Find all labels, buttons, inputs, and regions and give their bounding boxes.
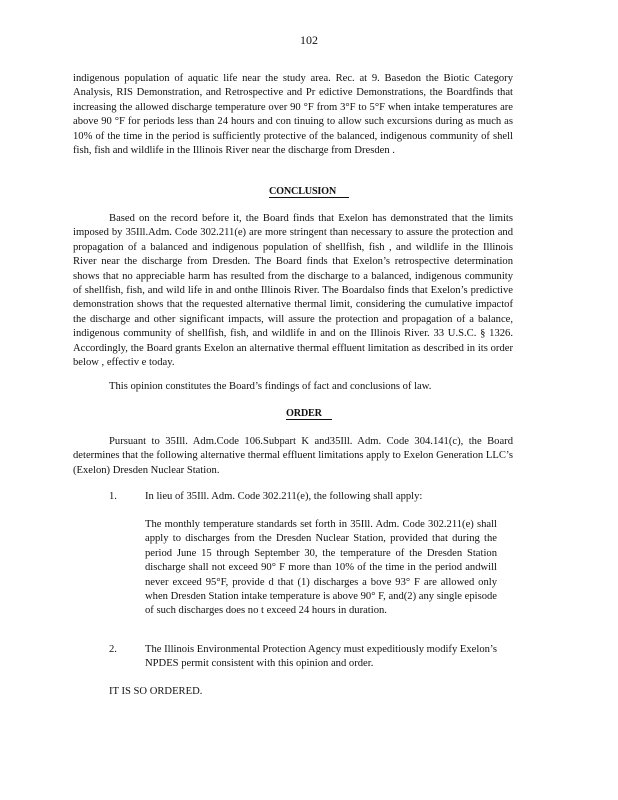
- order-heading: [0, 408, 618, 420]
- list-item-number: 2.: [109, 644, 117, 655]
- paragraph-order: Pursuant to 35Ill. Adm.Code 106.Subpart K and35Ill. Adm. Code 304.141(c), the Board determines that the following alternative thermal effluent limitations apply to Exelon Generation LLC’s (Exelon) Dresden Nuclear Station.: [73, 436, 513, 476]
- order-heading-text: ORDER: [286, 408, 332, 420]
- closing-statement: IT IS SO ORDERED.: [109, 686, 203, 697]
- list-item-body: The monthly temperature standards set forth in 35Ill. Adm. Code 302.211(e) shall apply to discharges from the Dresden Nuclear Station, provided that during the period June 15 through September 30, the temperature of the Dresden Station discharge shall not exceed 90° F more than 10% of the time in the period andwill never exceed 95°F, provide d that (1) discharges a bove 93° F are allowed only when Dresden Station intake temperature is above 90° F, and(2) any single episode of such discharges does no t exceed 24 hours in duration.: [145, 519, 498, 617]
- conclusion-heading: [0, 186, 618, 198]
- list-item-lead: The Illinois Environmental Protection Agency must expeditiously modify Exelon’s NPDES permit consistent with this opinion and order.: [145, 644, 497, 670]
- paragraph-opinion: This opinion constitutes the Board’s findings of fact and conclusions of law.: [109, 381, 432, 392]
- paragraph-intro: indigenous population of aquatic life near the study area. Rec. at 9. Basedon the Biotic Category Analysis, RIS Demonstration, and Retrospective and Pr edictive Demonstrations, the Boardfinds that increasing the allowed discharge temperature over 90 °F from 3°F to 5°F when intake temperatures are above 90 °F for periods less than 24 hours and con tinuing to allow such excursions during as much as 10% of the time in the period is sufficiently protective of the balanced, indigenous community of shell fish, fish and wildlife in the Illinois River near the discharge from Dresden .: [73, 73, 513, 157]
- conclusion-heading-text: CONCLUSION: [269, 186, 349, 198]
- list-item-lead: In lieu of 35Ill. Adm. Code 302.211(e), the following shall apply:: [145, 491, 423, 502]
- page-number: 102: [300, 33, 318, 47]
- list-item-number: 1.: [109, 491, 117, 502]
- paragraph-conclusion: Based on the record before it, the Board finds that Exelon has demonstrated that the limits imposed by 35Ill.Adm. Code 302.211(e) are more stringent than necessary to assure the protection and propagation of a balanced and indigenous population of shellfish, fish , and wildlife in the Illinois River near the discharge from Dresden. The Board finds that Exelon’s retrospective determination shows that no appreciable harm has resulted from the discharge to a balanced, indigenous community of shellfish, fish, and wild life in and onthe Illinois River. The Boardalso finds that Exelon’s predictive demonstration shows that the requested alternative thermal limit, considering the cumulative impactof the discharge and other significant impacts, will assure the protection and propagation of a balance, indigenous community of shellfish, fish, and wildlife in and on the Illinois River. 33 U.S.C. § 1326. Accordingly, the Board grants Exelon an alternative thermal effluent limitation as described in its order below , effectiv e today.: [73, 213, 513, 369]
